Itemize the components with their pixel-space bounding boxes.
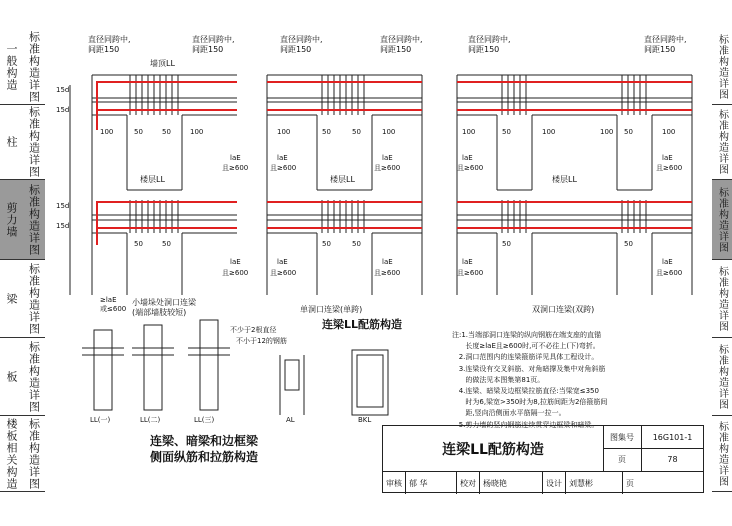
sidebar-tab-sub: 标准构造详图 — [27, 31, 41, 103]
page-no: 78 — [667, 455, 678, 464]
label-single: 单洞口连梁(单跨) — [300, 305, 363, 314]
note-line: 5.剪力墙的竖向钢筋连续贯穿边框梁和暗梁。 — [452, 420, 599, 429]
sec-ll3: LL(三) — [194, 416, 215, 424]
sidebar-tab-sub: 标准构造详图 — [27, 262, 41, 335]
label-lae-small: ≥laE — [100, 296, 117, 304]
right-tab[interactable] — [712, 105, 732, 180]
label-ge600: 且≥600 — [270, 269, 297, 277]
dim-50: 50 — [322, 240, 331, 248]
label-small-pier-sub: (端部墙肢较短) — [132, 308, 187, 317]
label-15d: 15d — [56, 86, 70, 94]
label-lae: laE — [662, 154, 673, 162]
sidebar-tab-sub: 标准构造详图 — [27, 183, 41, 256]
label-lae: laE — [230, 258, 241, 266]
dim-100: 100 — [382, 128, 396, 136]
label-straight-6: 直径同跨中, — [644, 35, 687, 44]
label-lae: laE — [277, 154, 288, 162]
diagram-single-opening — [267, 75, 422, 295]
stirrup-group — [502, 75, 646, 233]
note-line: 3.连梁设有交叉斜筋、对角暗撑及集中对角斜筋 — [452, 364, 606, 373]
title-block — [382, 425, 704, 493]
label-ge600: 且≥600 — [374, 269, 401, 277]
note-line: 时为6,梁宽>350时为8,拉筋间距为2倍箍筋间 — [452, 398, 608, 407]
label-spacing-6: 间距150 — [644, 45, 676, 54]
dim-50: 50 — [352, 128, 361, 136]
sidebar-tab-label: 梁 — [5, 292, 18, 305]
page-label: 页 — [603, 448, 642, 471]
label-ge600: 且≥600 — [222, 164, 249, 172]
label-spacing-4: 间距150 — [380, 45, 412, 54]
label-ge600: 且≥600 — [457, 164, 484, 172]
dim-50: 50 — [502, 128, 511, 136]
sig-review-label: 审核 — [383, 472, 406, 494]
label-spacing-1: 间距150 — [88, 45, 120, 54]
dim-100: 100 — [462, 128, 476, 136]
label-lae: laE — [382, 258, 393, 266]
dim-50: 50 — [624, 240, 633, 248]
label-double: 双洞口连梁(双跨) — [532, 305, 595, 314]
rebar-top-left — [97, 82, 237, 130]
sec-bkl: BKL — [358, 416, 372, 424]
right-tab-label: 标准构造详图 — [716, 186, 728, 253]
atlas-no: 16G101-1 — [652, 432, 693, 442]
right-tab[interactable] — [712, 338, 732, 416]
sidebar-tab-sub: 标准构造详图 — [27, 417, 41, 490]
atlas-label: 图集号 — [603, 426, 642, 448]
label-floor-beam: 楼层LL — [330, 175, 355, 184]
sidebar-tab-label: 楼板相关构造 — [5, 417, 18, 490]
label-straight-5: 直径同跨中, — [468, 35, 511, 44]
caption-main: 连梁LL配筋构造 — [322, 318, 403, 331]
dim-50: 50 — [162, 240, 171, 248]
sec-ll2: LL(二) — [140, 416, 161, 424]
sidebar-tab-slab-related[interactable] — [0, 416, 45, 492]
section-bkl — [352, 350, 388, 415]
sidebar-tab-column[interactable] — [0, 105, 45, 180]
signature-row — [383, 471, 703, 494]
dim-50: 50 — [134, 240, 143, 248]
atlas-row — [603, 426, 703, 449]
label-spacing-2: 间距150 — [192, 45, 224, 54]
label-ge600: 且≥600 — [656, 269, 683, 277]
sig-check-label: 校对 — [457, 472, 480, 494]
sidebar-tab-label: 柱 — [5, 136, 18, 148]
label-floor-beam: 楼层LL — [552, 175, 577, 184]
label-spacing-3: 间距150 — [280, 45, 312, 54]
section-views — [82, 320, 388, 415]
right-tab-label: 标准构造详图 — [716, 265, 728, 332]
sig-review-name: 郁 华 — [406, 472, 457, 494]
label-min12: 不小于12的钢筋 — [236, 337, 287, 345]
rebar-floor-left — [97, 202, 237, 245]
sec-al: AL — [286, 416, 295, 424]
rebar-top-left-lower — [97, 110, 237, 130]
section-al — [280, 355, 304, 415]
label-15d: 15d — [56, 202, 70, 210]
label-straight-1: 直径同跨中, — [88, 35, 131, 44]
title-block-title: 连梁LL配筋构造 — [383, 426, 604, 471]
dim-50: 50 — [352, 240, 361, 248]
dim-100: 100 — [190, 128, 204, 136]
note-line: 4.连梁、暗梁及边框梁拉筋直径:当梁宽≤350 — [452, 387, 599, 396]
note-line: 长度≥laE且≥600时,可不必往上(下)弯折。 — [452, 342, 600, 351]
label-straight-4: 直径同跨中, — [380, 35, 423, 44]
dim-50: 50 — [322, 128, 331, 136]
label-lae: laE — [230, 154, 241, 162]
right-tab[interactable] — [712, 260, 732, 338]
label-15d: 15d — [56, 106, 70, 114]
label-ge600: 且≥600 — [222, 269, 249, 277]
label-lae: laE — [277, 258, 288, 266]
sec-ll1: LL(一) — [90, 416, 111, 424]
stirrup-group — [322, 75, 364, 233]
label-ge600: 且≥600 — [374, 164, 401, 172]
caption-sections-2: 侧面纵筋和拉筋构造 — [150, 450, 259, 464]
label-floor-beam: 楼层LL — [140, 175, 165, 184]
dim-50: 50 — [162, 128, 171, 136]
dim-100: 100 — [100, 128, 114, 136]
label-ge600: 且≥600 — [270, 164, 297, 172]
sidebar-tab-beam[interactable] — [0, 260, 45, 338]
label-straight-3: 直径同跨中, — [280, 35, 323, 44]
label-lae: laE — [382, 154, 393, 162]
label-small-pier: 小墙垛处洞口连梁 — [132, 298, 196, 307]
label-ge600: 且≥600 — [656, 164, 683, 172]
page-row — [603, 448, 703, 471]
label-lae: laE — [662, 258, 673, 266]
section-ll2 — [132, 325, 174, 410]
sidebar-tab-general[interactable] — [0, 30, 45, 105]
dim-100: 100 — [662, 128, 676, 136]
sig-design-name: 刘慧彬 — [566, 472, 623, 494]
label-lae: laE — [462, 154, 473, 162]
note-line: 注:1.当端部洞口连梁的纵向钢筋在端支座的直锚 — [452, 331, 602, 339]
sidebar-tab-label: 一般构造 — [5, 43, 18, 91]
label-ge600: 且≥600 — [457, 269, 484, 277]
dim-100: 100 — [600, 128, 614, 136]
label-top-beam: 墙顶LL — [150, 59, 175, 68]
sig-page-label: 页 — [626, 478, 634, 488]
sidebar-tab-slab[interactable] — [0, 338, 45, 416]
label-straight-2: 直径同跨中, — [192, 35, 235, 44]
sidebar-tab-sub: 标准构造详图 — [27, 340, 41, 413]
sig-design-label: 设计 — [543, 472, 566, 494]
right-tab-label: 标准构造详图 — [716, 420, 728, 487]
sig-check-name: 杨晓艳 — [480, 472, 543, 494]
section-ll1 — [82, 330, 124, 410]
label-15d: 15d — [56, 222, 70, 230]
right-tab[interactable] — [712, 180, 732, 260]
label-spacing-5: 间距150 — [468, 45, 500, 54]
dim-50: 50 — [134, 128, 143, 136]
sidebar-tab-sub: 标准构造详图 — [27, 106, 41, 178]
sidebar-tab-label: 剪力墙 — [5, 201, 18, 238]
note-line: 2.洞口范围内的连梁箍筋详见具体工程设计。 — [452, 353, 599, 362]
dim-100: 100 — [542, 128, 556, 136]
note-line: 的做法见本图集第81页。 — [452, 375, 545, 384]
sidebar-tab-shear-wall[interactable] — [0, 180, 45, 260]
label-min2: 不少于2根直径 — [230, 326, 277, 334]
stirrup-group — [130, 75, 178, 233]
left-sidebar — [0, 30, 45, 492]
right-sidebar — [712, 30, 732, 492]
note-line: 距,竖向沿侧面水平筋隔一拉一。 — [452, 409, 566, 418]
section-ll3 — [188, 320, 230, 410]
label-le600: 或≤600 — [100, 305, 127, 313]
right-tab[interactable] — [712, 416, 732, 492]
dim-50: 50 — [624, 128, 633, 136]
right-tab-label: 标准构造详图 — [716, 34, 728, 100]
dim-100: 100 — [277, 128, 291, 136]
right-tab-label: 标准构造详图 — [716, 109, 728, 175]
label-lae: laE — [462, 258, 473, 266]
notes — [452, 330, 707, 431]
caption-sections-1: 连梁、暗梁和边框梁 — [150, 434, 259, 448]
diagram-double-opening — [457, 75, 692, 295]
dim-50: 50 — [502, 240, 511, 248]
right-tab[interactable] — [712, 30, 732, 105]
sidebar-tab-label: 板 — [5, 370, 18, 383]
right-tab-label: 标准构造详图 — [716, 343, 728, 410]
diagram-small-pier — [70, 75, 237, 295]
